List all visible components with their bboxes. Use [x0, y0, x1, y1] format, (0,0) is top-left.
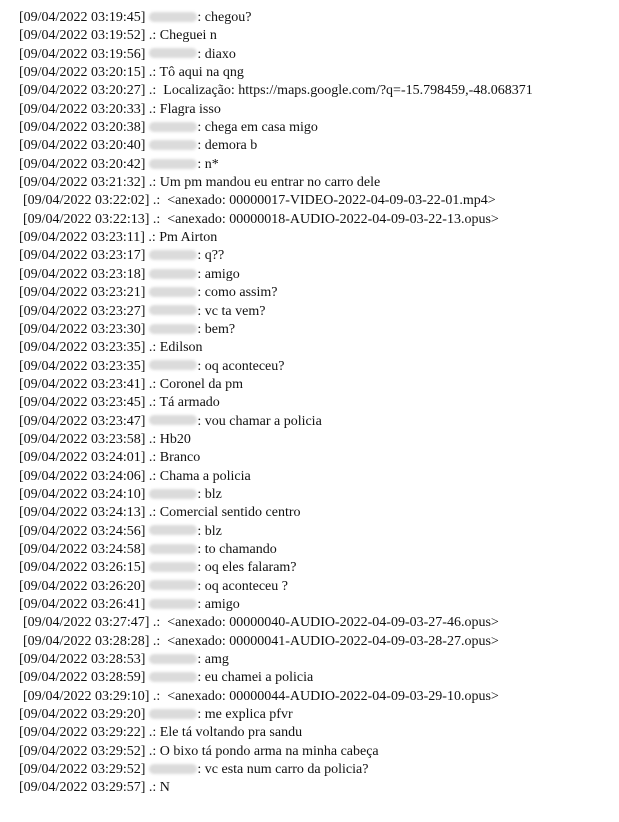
- message-timestamp: [09/04/2022 03:22:13]: [23, 211, 150, 227]
- message-separator: .:: [145, 780, 160, 796]
- message-timestamp: [09/04/2022 03:29:22]: [19, 725, 146, 741]
- message-text: chega em casa migo: [204, 120, 318, 136]
- message-text: vc ta vem?: [204, 303, 266, 319]
- message-separator: :: [197, 597, 205, 612]
- message-timestamp: [09/04/2022 03:26:20]: [19, 578, 146, 594]
- message-timestamp: [09/04/2022 03:20:38]: [19, 120, 146, 136]
- chat-message-row: [0, 651, 619, 669]
- redacted-sender-name: [149, 544, 197, 554]
- message-separator: .:: [149, 688, 168, 704]
- redacted-sender-name: [149, 140, 197, 150]
- message-timestamp: [09/04/2022 03:27:47]: [23, 615, 150, 631]
- chat-message-row: [0, 669, 619, 687]
- attachment-reference: <anexado: 00000040-AUDIO-2022-04-09-03-27-46.opus>: [167, 615, 499, 631]
- redacted-sender-name: [149, 415, 197, 425]
- message-separator: :: [197, 120, 205, 136]
- chat-message-row: [0, 266, 619, 284]
- message-separator: .:: [145, 340, 160, 356]
- message-text: Um pm mandou eu entrar no carro dele: [159, 175, 381, 191]
- message-text: amg: [204, 652, 229, 668]
- message-separator: :: [197, 652, 205, 668]
- redacted-sender-name: [149, 12, 197, 22]
- message-separator: .:: [145, 725, 160, 741]
- message-separator: .:: [145, 83, 164, 99]
- message-separator: .:: [145, 743, 160, 759]
- message-separator: :: [197, 321, 205, 337]
- message-separator: .:: [145, 175, 160, 191]
- message-timestamp: [09/04/2022 03:20:40]: [19, 138, 146, 154]
- message-separator: :: [197, 156, 205, 172]
- message-separator: :: [197, 486, 205, 502]
- message-timestamp: [09/04/2022 03:26:15]: [19, 560, 146, 576]
- redacted-sender-name: [149, 672, 197, 682]
- chat-message-row: [0, 321, 619, 339]
- chat-message-row: [0, 174, 619, 192]
- chat-message-row: [0, 578, 619, 596]
- message-text: amigo: [204, 597, 240, 612]
- message-separator: :: [197, 707, 205, 723]
- chat-message-row: [0, 779, 619, 797]
- message-timestamp: [09/04/2022 03:29:52]: [19, 762, 146, 778]
- message-separator: :: [197, 523, 205, 539]
- message-text: vc esta num carro da policia?: [204, 762, 369, 778]
- chat-message-row: [0, 46, 619, 64]
- message-text: Tá armado: [159, 395, 220, 411]
- message-text: oq aconteceu ?: [204, 578, 288, 594]
- message-text: como assim?: [204, 285, 278, 301]
- message-text: amigo: [204, 266, 240, 282]
- redacted-sender-name: [149, 580, 197, 590]
- message-separator: .:: [145, 431, 160, 447]
- redacted-sender-name: [149, 287, 197, 297]
- message-timestamp: [09/04/2022 03:20:42]: [19, 156, 146, 172]
- chat-message-row: [0, 541, 619, 559]
- message-separator: .:: [149, 211, 168, 227]
- chat-message-row: [0, 596, 619, 614]
- message-text: vou chamar a policia: [204, 413, 322, 429]
- chat-message-row: [0, 376, 619, 394]
- message-separator: .:: [145, 376, 160, 392]
- chat-message-row: [0, 614, 619, 632]
- chat-message-row: [0, 211, 619, 229]
- message-timestamp: [09/04/2022 03:21:32]: [19, 175, 146, 191]
- chat-message-row: [0, 743, 619, 761]
- redacted-sender-name: [149, 48, 197, 58]
- message-timestamp: [09/04/2022 03:28:28]: [23, 633, 150, 649]
- message-separator: .:: [145, 101, 160, 117]
- redacted-sender-name: [149, 360, 197, 370]
- message-timestamp: [09/04/2022 03:19:45]: [19, 10, 146, 25]
- message-text: oq aconteceu?: [204, 358, 285, 374]
- chat-message-row: [0, 504, 619, 522]
- message-text: diaxo: [204, 46, 236, 62]
- message-timestamp: [09/04/2022 03:22:02]: [23, 193, 150, 209]
- message-separator: :: [197, 578, 205, 594]
- message-timestamp: [09/04/2022 03:29:57]: [19, 780, 146, 796]
- message-text: Flagra isso: [159, 101, 221, 117]
- message-separator: .:: [145, 450, 160, 466]
- chat-message-row: [0, 247, 619, 265]
- message-separator: :: [197, 541, 205, 557]
- message-timestamp: [09/04/2022 03:23:21]: [19, 285, 146, 301]
- message-timestamp: [09/04/2022 03:24:01]: [19, 450, 146, 466]
- message-text: me explica pfvr: [204, 707, 293, 723]
- redacted-sender-name: [149, 764, 197, 774]
- message-timestamp: [09/04/2022 03:24:06]: [19, 468, 146, 484]
- chat-message-row: [0, 137, 619, 155]
- message-separator: .:: [145, 28, 160, 44]
- message-text: Coronel da pm: [159, 376, 243, 392]
- chat-message-row: [0, 27, 619, 45]
- message-timestamp: [09/04/2022 03:28:53]: [19, 652, 146, 668]
- message-timestamp: [09/04/2022 03:28:59]: [19, 670, 146, 686]
- message-timestamp: [09/04/2022 03:24:56]: [19, 523, 146, 539]
- message-separator: .:: [145, 395, 160, 411]
- message-separator: :: [197, 358, 205, 374]
- message-separator: :: [197, 248, 205, 264]
- message-timestamp: [09/04/2022 03:26:41]: [19, 597, 146, 612]
- redacted-sender-name: [149, 159, 197, 169]
- chat-log: [0, 9, 619, 798]
- message-timestamp: [09/04/2022 03:20:33]: [19, 101, 146, 117]
- message-separator: :: [197, 138, 205, 154]
- message-separator: :: [197, 303, 205, 319]
- chat-message-row: [0, 9, 619, 27]
- message-text: Cheguei n: [159, 28, 217, 44]
- chat-message-row: [0, 468, 619, 486]
- chat-message-row: [0, 486, 619, 504]
- message-text: Branco: [159, 450, 201, 466]
- redacted-sender-name: [149, 122, 197, 132]
- redacted-sender-name: [149, 525, 197, 535]
- message-text: bem?: [204, 321, 236, 337]
- message-text: blz: [204, 523, 222, 539]
- chat-message-row: [0, 523, 619, 541]
- message-text: demora b: [204, 138, 258, 154]
- message-text: Edilson: [159, 340, 203, 356]
- redacted-sender-name: [149, 489, 197, 499]
- message-separator: :: [197, 670, 205, 686]
- chat-message-row: [0, 82, 619, 100]
- message-timestamp: [09/04/2022 03:29:10]: [23, 688, 150, 704]
- chat-message-row: [0, 119, 619, 137]
- message-text: blz: [204, 486, 222, 502]
- message-timestamp: [09/04/2022 03:23:58]: [19, 431, 146, 447]
- attachment-reference: <anexado: 00000041-AUDIO-2022-04-09-03-28-27.opus>: [167, 633, 499, 649]
- redacted-sender-name: [149, 599, 197, 609]
- chat-message-row: [0, 431, 619, 449]
- message-text: q??: [204, 248, 225, 264]
- redacted-sender-name: [149, 305, 197, 315]
- attachment-reference: <anexado: 00000017-VIDEO-2022-04-09-03-22-01.mp4>: [167, 193, 496, 209]
- redacted-sender-name: [149, 269, 197, 279]
- message-separator: :: [197, 46, 205, 62]
- message-text: chegou?: [204, 10, 252, 25]
- message-text: N: [159, 780, 170, 796]
- message-separator: .:: [149, 633, 168, 649]
- message-separator: .:: [145, 65, 160, 81]
- redacted-sender-name: [149, 654, 197, 664]
- message-timestamp: [09/04/2022 03:29:52]: [19, 743, 146, 759]
- message-separator: .:: [144, 230, 160, 246]
- message-separator: .:: [145, 468, 160, 484]
- message-timestamp: [09/04/2022 03:24:58]: [19, 541, 146, 557]
- message-text: O bixo tá pondo arma na minha cabeça: [159, 743, 379, 759]
- redacted-sender-name: [149, 324, 197, 334]
- chat-message-row: [0, 303, 619, 321]
- message-timestamp: [09/04/2022 03:23:30]: [19, 321, 146, 337]
- message-timestamp: [09/04/2022 03:23:17]: [19, 248, 146, 264]
- message-separator: :: [197, 413, 205, 429]
- chat-message-row: [0, 394, 619, 412]
- chat-message-row: [0, 449, 619, 467]
- message-separator: :: [197, 285, 205, 301]
- chat-message-row: [0, 64, 619, 82]
- message-separator: :: [197, 762, 205, 778]
- attachment-reference: <anexado: 00000018-AUDIO-2022-04-09-03-22-13.opus>: [167, 211, 499, 227]
- message-text: Hb20: [159, 431, 191, 447]
- message-separator: .:: [149, 193, 168, 209]
- attachment-reference: <anexado: 00000044-AUDIO-2022-04-09-03-29-10.opus>: [167, 688, 499, 704]
- message-separator: :: [197, 10, 205, 25]
- message-timestamp: [09/04/2022 03:23:11]: [19, 230, 145, 246]
- message-text: oq eles falaram?: [204, 560, 297, 576]
- message-timestamp: [09/04/2022 03:19:56]: [19, 46, 146, 62]
- message-timestamp: [09/04/2022 03:20:15]: [19, 65, 146, 81]
- message-timestamp: [09/04/2022 03:23:45]: [19, 395, 146, 411]
- message-separator: :: [197, 560, 205, 576]
- chat-message-row: [0, 284, 619, 302]
- chat-message-row: [0, 706, 619, 724]
- message-text: Ele tá voltando pra sandu: [159, 725, 303, 741]
- redacted-sender-name: [149, 250, 197, 260]
- message-timestamp: [09/04/2022 03:24:10]: [19, 486, 146, 502]
- message-timestamp: [09/04/2022 03:23:18]: [19, 266, 146, 282]
- chat-message-row: [0, 339, 619, 357]
- message-timestamp: [09/04/2022 03:23:35]: [19, 340, 146, 356]
- message-text: Chama a policia: [159, 468, 251, 484]
- redacted-sender-name: [149, 562, 197, 572]
- chat-message-row: [0, 229, 619, 247]
- message-separator: :: [197, 266, 205, 282]
- chat-message-row: [0, 633, 619, 651]
- message-text: to chamando: [204, 541, 277, 557]
- message-text: Localização: https://maps.google.com/?q=-15.798459,-48.068371: [163, 83, 533, 99]
- chat-message-row: [0, 192, 619, 210]
- message-timestamp: [09/04/2022 03:23:47]: [19, 413, 146, 429]
- message-text: n*: [204, 156, 219, 172]
- chat-message-row: [0, 413, 619, 431]
- chat-message-row: [0, 688, 619, 706]
- message-timestamp: [09/04/2022 03:29:20]: [19, 707, 146, 723]
- message-timestamp: [09/04/2022 03:23:27]: [19, 303, 146, 319]
- message-timestamp: [09/04/2022 03:23:41]: [19, 376, 146, 392]
- chat-message-row: [0, 761, 619, 779]
- message-text: Comercial sentido centro: [159, 505, 301, 521]
- redacted-sender-name: [149, 709, 197, 719]
- chat-message-row: [0, 559, 619, 577]
- chat-message-row: [0, 101, 619, 119]
- message-timestamp: [09/04/2022 03:20:27]: [19, 83, 146, 99]
- message-separator: .:: [145, 505, 160, 521]
- message-separator: .:: [149, 615, 168, 631]
- message-timestamp: [09/04/2022 03:24:13]: [19, 505, 146, 521]
- message-text: Pm Airton: [159, 230, 218, 246]
- chat-message-row: [0, 724, 619, 742]
- chat-message-row: [0, 358, 619, 376]
- message-text: Tô aqui na qng: [159, 65, 244, 81]
- message-text: eu chamei a policia: [204, 670, 314, 686]
- message-timestamp: [09/04/2022 03:19:52]: [19, 28, 146, 44]
- message-timestamp: [09/04/2022 03:23:35]: [19, 358, 146, 374]
- chat-message-row: [0, 156, 619, 174]
